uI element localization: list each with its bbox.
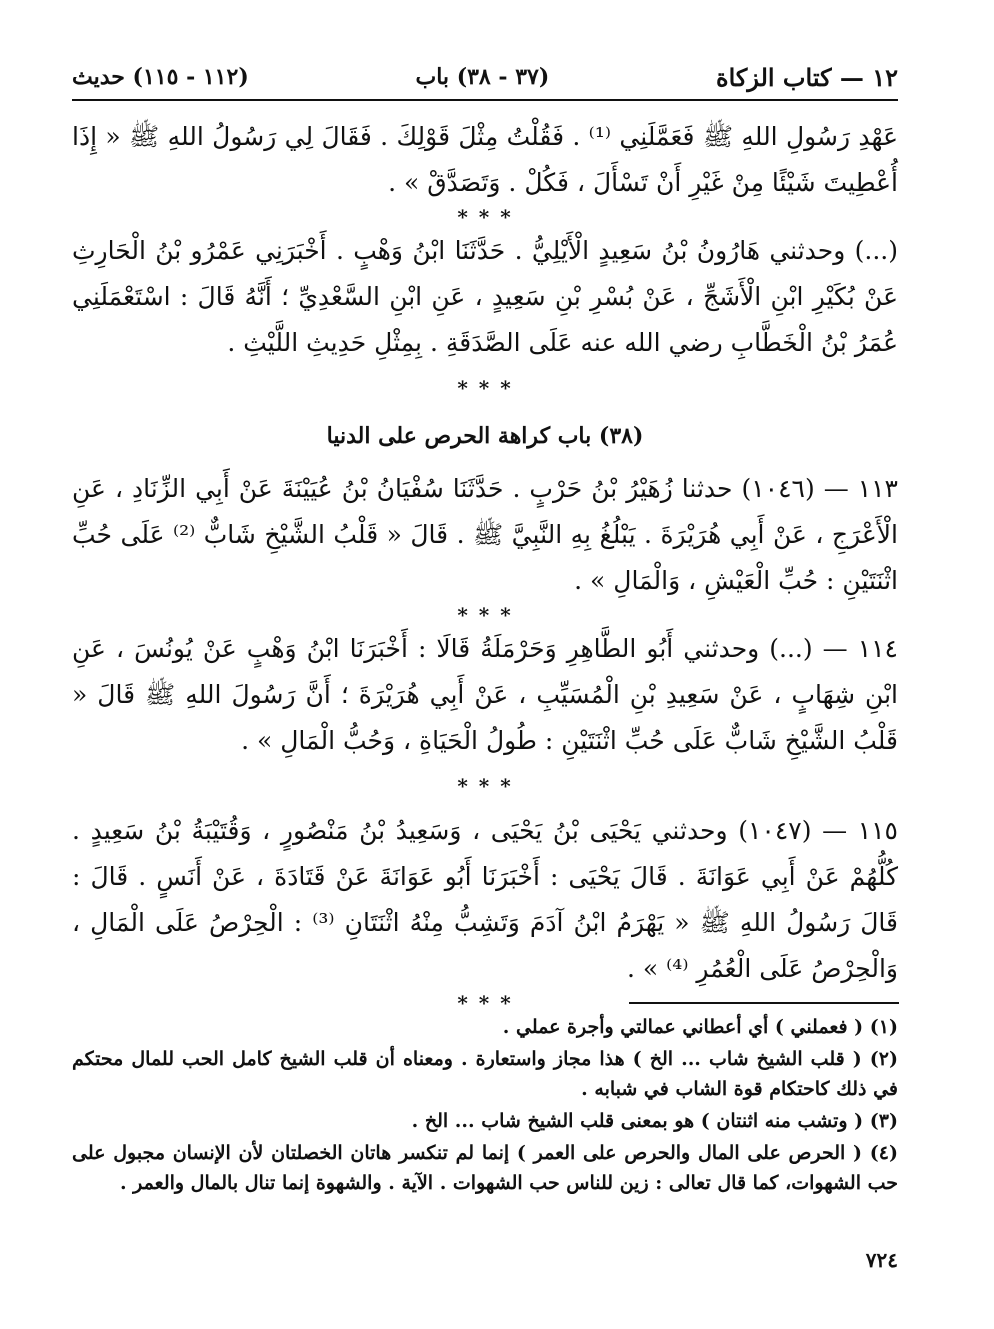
chapter-heading: (٣٨) باب كراهة الحرص على الدنيا xyxy=(326,423,644,449)
section-separator: * * * xyxy=(457,774,513,798)
paragraph-hadith-113: ١١٣ — (١٠٤٦) حدثنا زُهَيْرُ بْنُ حَرْبٍ . حَدَّثَنَا سُفْيَانُ بْنُ عُيَيْنَةَ عَنْ أَبِي الزِّنَادِ ، عَنِ الْأَعْرَجِ ، عَنْ أَبِي هُرَيْرَةَ . يَبْلُغُ بِهِ النَّبِيَّ ﷺ . قَالَ « قَلْبُ الشَّيْخِ شَابٌّ ⁽²⁾ عَلَى حُبِّ اثْنَتَيْنِ : حُبِّ الْعَيْشِ ، وَالْمَالِ » . xyxy=(72,474,898,595)
paragraph-hadith-variant: (...) وحدثني هَارُونُ بْنُ سَعِيدٍ الْأَيْلِيُّ . حَدَّثَنَا ابْنُ وَهْبٍ . أَخْبَرَنِي عَمْرُو بْنُ الْحَارِثِ عَنْ بُكَيْرِ ابْنِ الْأَشَجِّ ، عَنْ بُسْرِ بْنِ سَعِيدٍ ، عَنِ ابْنِ السَّعْدِيِّ ؛ أَنَّهُ قَالَ : اسْتَعْمَلَنِي عُمَرُ بْنُ الْخَطَّابِ رضي الله عنه عَلَى الصَّدَقَةِ . بِمِثْلِ حَدِيثِ اللَّيْثِ . xyxy=(72,236,898,357)
footnote-4: (٤) ( الحرص على المال والحرص على العمر ) إنما لم تنكسر هاتان الخصلتان لأن الإنسان مجبول على حب الشهوات، كما قال تعالى : زين للناس حب الشهوات . الآية . والشهوة إنما تنال بالمال والعمر . xyxy=(72,1142,898,1194)
footnote-3: (٣) ( وتشب منه اثنتان ) هو بمعنى قلب الشيخ شاب ... الخ . xyxy=(411,1110,898,1132)
section-separator: * * * xyxy=(457,205,513,229)
section-separator: * * * xyxy=(457,376,513,400)
header-chapter-range: (٣٧ - ٣٨) باب xyxy=(415,64,550,90)
page-number: ٧٢٤ xyxy=(865,1248,898,1272)
section-separator: * * * xyxy=(457,991,513,1015)
paragraph-continuation: عَهْدِ رَسُولِ اللهِ ﷺ فَعَمَّلَنِي ⁽¹⁾ . فَقُلْتُ مِثْلَ قَوْلِكَ . فَقَالَ لِي رَسُولُ اللهِ ﷺ « إِذَا أُعْطِيتَ شَيْئًا مِنْ غَيْرِ أَنْ تَسْأَلَ ، فَكُلْ . وَتَصَدَّقْ » . xyxy=(72,122,898,197)
footnote-divider xyxy=(629,1002,899,1004)
footnote-2: (٢) ( قلب الشيخ شاب ... الخ ) هذا مجاز واستعارة . ومعناه أن قلب الشيخ كامل الحب للمال محتكم في ذلك كاحتكام قوة الشاب في شبابه . xyxy=(72,1048,898,1100)
footnote-1: (١) ( فعملني ) أي أعطاني عمالتي وأجرة عملي . xyxy=(502,1016,898,1038)
main-text xyxy=(72,114,898,1014)
footnotes xyxy=(72,1012,898,1200)
header-divider xyxy=(72,99,898,101)
header-book-title: ١٢ — كتاب الزكاة xyxy=(716,62,898,92)
running-header xyxy=(72,56,898,98)
section-separator: * * * xyxy=(457,603,513,627)
paragraph-hadith-114: ١١٤ — (...) وحدثني أَبُو الطَّاهِرِ وَحَرْمَلَةُ قَالَا : أَخْبَرَنَا ابْنُ وَهْبٍ عَنْ يُونُسَ ، عَنِ ابْنِ شِهَابٍ ، عَنْ سَعِيدِ بْنِ الْمُسَيِّبِ ، عَنْ أَبِي هُرَيْرَةَ ؛ أَنَّ رَسُولَ اللهِ ﷺ قَالَ « قَلْبُ الشَّيْخِ شَابٌّ عَلَى حُبِّ اثْنَتَيْنِ : طُولُ الْحَيَاةِ ، وَحُبُّ الْمَالِ » . xyxy=(72,634,898,755)
header-hadith-range: (١١٢ - ١١٥) حديث xyxy=(72,64,249,90)
paragraph-hadith-115: ١١٥ — (١٠٤٧) وحدثني يَحْيَى بْنُ يَحْيَى ، وَسَعِيدُ بْنُ مَنْصُورٍ ، وَقُتَيْبَةُ بْنُ سَعِيدٍ . كُلُّهُمْ عَنْ أَبِي عَوَانَةَ . قَالَ يَحْيَى : أَخْبَرَنَا أَبُو عَوَانَةَ عَنْ قَتَادَةَ ، عَنْ أَنَسٍ . قَالَ : قَالَ رَسُولُ اللهِ ﷺ « يَهْرَمُ ابْنُ آدَمَ وَتَشِبُّ مِنْهُ اثْنَتَانِ ⁽³⁾ : الْحِرْصُ عَلَى الْمَالِ ، وَالْحِرْصُ عَلَى الْعُمُرِ ⁽⁴⁾ » . xyxy=(72,816,898,983)
